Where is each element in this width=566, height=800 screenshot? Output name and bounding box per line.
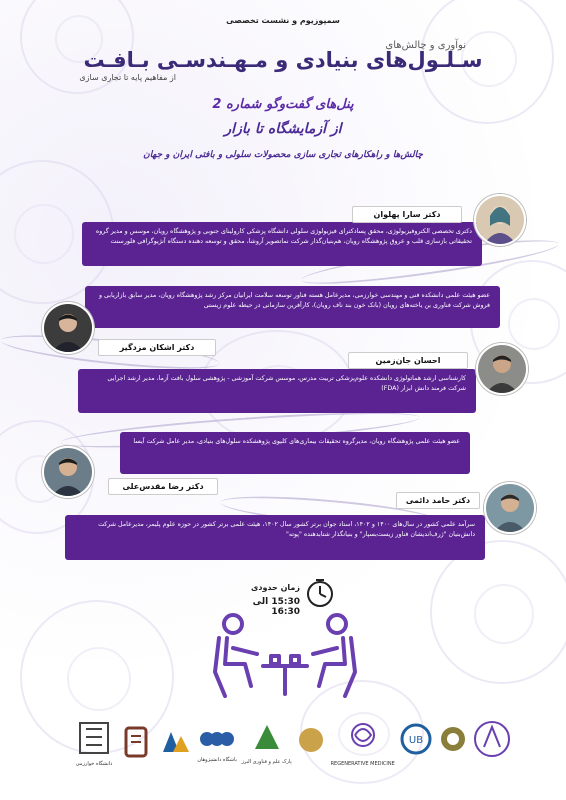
speaker-bio: دکتری تخصصی الکتروفیزیولوژی، محقق پسادکترای فیزیولوژی سلولی دانشگاه پزشکی کارولینای جنوبی و پژوهشگاه رویان، موسس و مدیر گروه تحقیقاتی بازسازی قلب و عروق پژوهشگاه رویان، هم‌بنیان‌گذار شرکت نماتصویر آروشا، محقق و توسعه دهنده دستگاه آنژیوگرافی فلورسنت (82, 222, 482, 266)
logo-text: دانشگاه خوارزمی (75, 761, 113, 767)
speaker-name: دکتر رضا مقدس‌علی (108, 478, 218, 495)
subtitle-bottom: از مفاهیم پایه تا تجاری سازی (79, 73, 176, 82)
clock-icon (305, 578, 335, 608)
speaker-name: دکتر حامد دائمی (396, 492, 480, 509)
speaker-bio: کارشناسی ارشد هماتولوژی دانشکده علوم‌پزشکی تربیت مدرس، موسس شرکت آموزشی - پژوهشی سلول بافت آزما، مدیر ارشد اجرایی شرکت فرمند دانش ابزار (FDA) (78, 369, 476, 413)
logo-text: پارک علم و فناوری البرز (241, 759, 292, 765)
sponsor-logo (197, 723, 237, 763)
panel-description: چالش‌ها و راهکارهای تجاری سازی محصولات سلولی و بافتی ایران و جهان (143, 150, 423, 160)
sponsor-logos (72, 708, 512, 778)
sponsor-logo (157, 724, 193, 762)
svg-text:UB: UB (409, 735, 424, 746)
logo-text: REGENERATIVE MEDICINE (330, 761, 395, 767)
meeting-icon (205, 608, 365, 698)
sponsor-logo (120, 722, 152, 764)
bg-cell (430, 540, 566, 684)
sponsor-logo (296, 722, 326, 764)
speaker-name: دکتر اشکان مزدگیر (98, 339, 216, 356)
schedule-label: زمان حدودی (251, 583, 300, 592)
sponsor-logo (472, 719, 512, 767)
speaker-name: احسان جان‌زمین (348, 352, 468, 369)
speaker-photo (484, 482, 536, 534)
speaker-photo (42, 446, 94, 498)
schedule-time: 15:30 الی 16:30 (252, 597, 300, 617)
speaker-photo (474, 194, 526, 246)
subtitle-top: نوآوری و چالش‌های (385, 40, 466, 51)
panel-title: از آزمایشگاه تا بازار (224, 121, 342, 137)
sponsor-logo (399, 719, 433, 767)
speaker-photo (42, 302, 94, 354)
sponsor-logo (72, 719, 116, 767)
speaker-bio: عضو هیئت علمی دانشکده فنی و مهندسی خوارزمی، مدیرعامل هسته فناور توسعه سلامت ایرانیان مرکز رشد پژوهشگاه رویان، مدیر سابق بازاریابی و فروش شرکت فناوری بن یاخته‌های رویان (بانک خون بند ناف رویان)، کارآفرین سازمانی در حیطه علوم زیستی (85, 286, 500, 328)
main-title: سـلـول‌های بنیادی و مـهـندسـی بـافـت (83, 48, 483, 72)
speaker-bio: عضو هیئت علمی پژوهشگاه رویان، مدیرگروه تحقیقات بیماری‌های کلیوی پژوهشکده سلول‌های بنیادی، مدیر عامل شرکت آیسا (120, 432, 470, 474)
speaker-name: دکتر سارا پهلوان (352, 206, 462, 223)
speaker-photo (476, 343, 528, 395)
sponsor-logo (331, 719, 395, 767)
event-kicker: سمپوزیوم و نشست تخصصی (226, 16, 340, 25)
panel-label: پنل‌های گفت‌وگو شماره 2 (212, 97, 354, 112)
speaker-bio: سرآمد علمی کشور در سال‌های ۱۴۰۰ و ۱۴۰۲، استاد جوان برتر کشور سال ۱۴۰۲، هیئت علمی برتر کشور در حوزه علوم پلیمر، مدیرعامل شرکت دانش‌بنیان "ژرف‌اندیشان فناور زیست‌بسپار" و بنیانگذار شتابدهنده "پوته" (65, 515, 485, 560)
logo-text: باشگاه دانشپژوهان (197, 757, 237, 763)
sponsor-logo (438, 719, 468, 767)
sponsor-logo (242, 721, 292, 765)
